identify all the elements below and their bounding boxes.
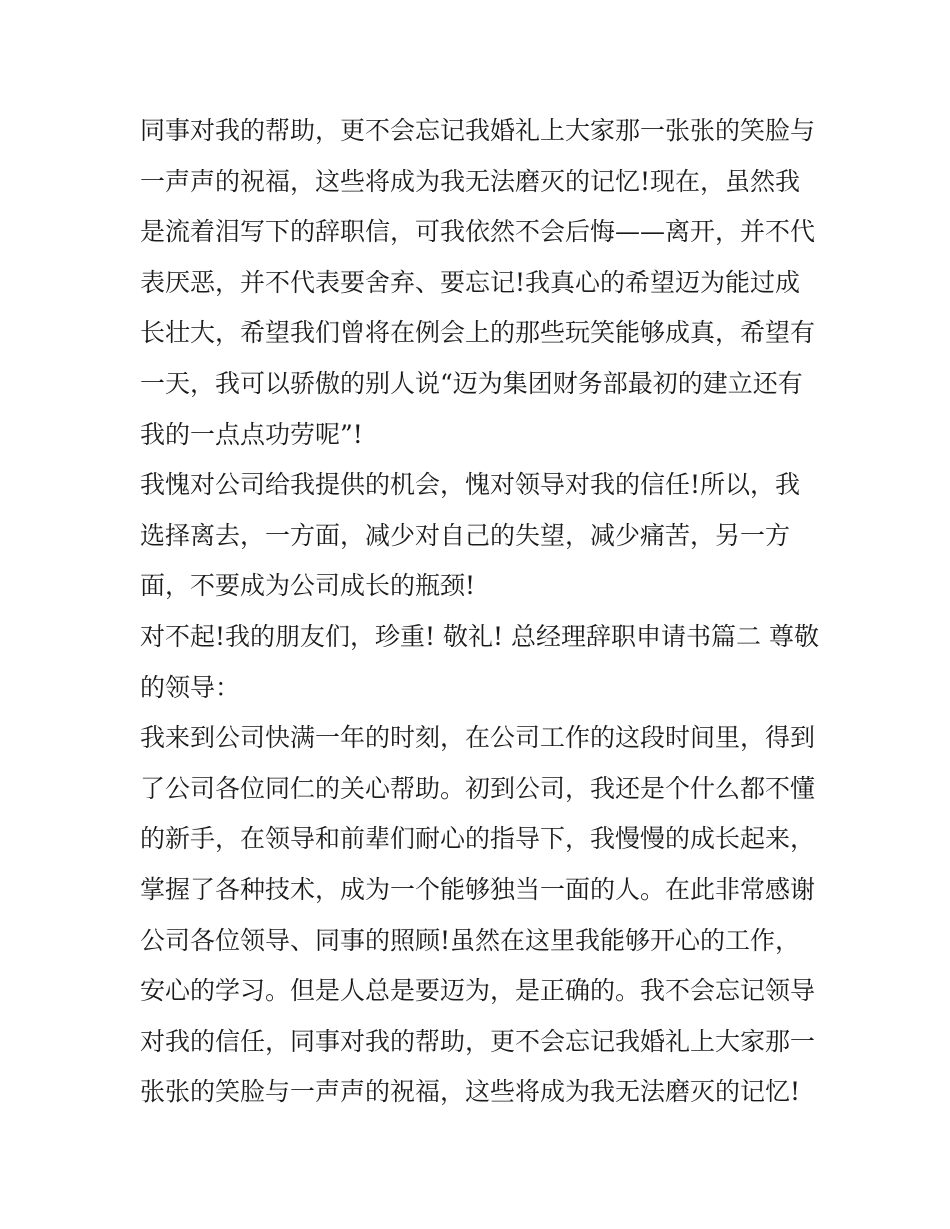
text-line: 了公司各位同仁的关心帮助。初到公司，我还是个什么都不懂 <box>140 773 816 803</box>
text-line: 对不起!我的朋友们，珍重! 敬礼! 总经理辞职申请书篇二 尊敬 <box>140 621 819 651</box>
text-line: 一声声的祝福，这些将成为我无法磨灭的记忆!现在，虽然我 <box>140 166 801 196</box>
document-body <box>140 106 830 1118</box>
text-line: 的新手，在领导和前辈们耐心的指导下，我慢慢的成长起来， <box>140 824 816 854</box>
text-line: 我愧对公司给我提供的机会，愧对领导对我的信任!所以，我 <box>140 470 801 500</box>
text-line: 面，不要成为公司成长的瓶颈! <box>140 571 476 601</box>
text-line: 是流着泪写下的辞职信，可我依然不会后悔——离开，并不代 <box>140 217 816 247</box>
text-line: 公司各位领导、同事的照顾!虽然在这里我能够开心的工作， <box>140 925 801 955</box>
text-line: 我来到公司快满一年的时刻，在公司工作的这段时间里，得到 <box>140 723 816 753</box>
text-line: 长壮大，希望我们曾将在例会上的那些玩笑能够成真，希望有 <box>140 318 816 348</box>
text-line: 同事对我的帮助，更不会忘记我婚礼上大家那一张张的笑脸与 <box>140 116 816 145</box>
text-line: 张张的笑脸与一声声的祝福，这些将成为我无法磨灭的记忆! <box>140 1077 801 1107</box>
text-line: 一天，我可以骄傲的别人说“迈为集团财务部最初的建立还有 <box>140 368 803 398</box>
text-line: 掌握了各种技术，成为一个能够独当一面的人。在此非常感谢 <box>140 874 816 904</box>
text-line: 对我的信任，同事对我的帮助，更不会忘记我婚礼上大家那一 <box>140 1026 816 1056</box>
text-line: 我的一点点功劳呢”! <box>140 419 363 449</box>
text-line: 选择离去，一方面，减少对自己的失望，减少痛苦，另一方 <box>140 520 791 550</box>
text-line: 表厌恶，并不代表要舍弃、要忘记!我真心的希望迈为能过成 <box>140 267 801 297</box>
text-line: 的领导： <box>140 672 241 702</box>
text-line: 安心的学习。但是人总是要迈为，是正确的。我不会忘记领导 <box>140 976 816 1006</box>
